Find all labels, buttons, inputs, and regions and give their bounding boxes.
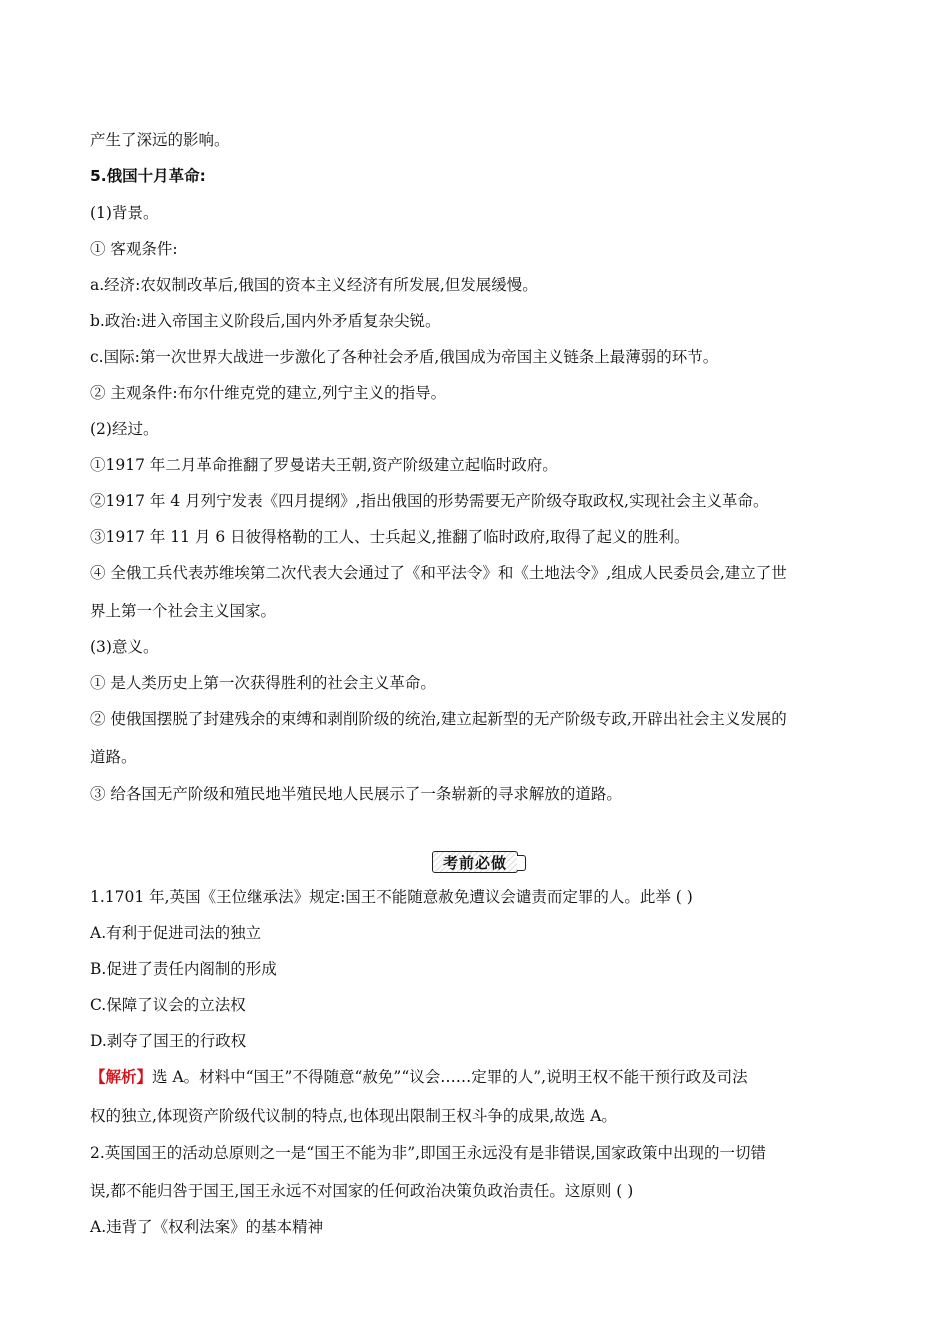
analysis-tag: 【解析】 — [90, 1067, 153, 1086]
text-line: 道路。 — [90, 748, 137, 766]
text-line: (2)经过。 — [90, 420, 159, 438]
text-line: ② 主观条件:布尔什维克党的建立,列宁主义的指导。 — [90, 384, 447, 402]
text-line: ① 客观条件: — [90, 240, 178, 258]
section-banner — [432, 851, 518, 873]
text-line: ③1917 年 11 月 6 日彼得格勒的工人、士兵起义,推翻了临时政府,取得了起义的胜利。 — [90, 528, 690, 546]
text-line: ② 使俄国摆脱了封建残余的束缚和剥削阶级的统治,建立起新型的无产阶级专政,开辟出社会主义发展的 — [90, 710, 787, 728]
analysis-text: 权的独立,体现资产阶级代议制的特点,也体现出限制王权斗争的成果,故选 A。 — [90, 1107, 617, 1125]
analysis-paragraph — [90, 1066, 860, 1088]
text-line: ①1917 年二月革命推翻了罗曼诺夫王朝,资产阶级建立起临时政府。 — [90, 456, 558, 474]
analysis-text: 选 A。材料中“国王”不得随意“赦免”“议会……定罪的人”,说明王权不能干预行政及司法 — [152, 1068, 748, 1086]
answer-option: C.保障了议会的立法权 — [90, 996, 246, 1014]
question-stem: 1.1701 年,英国《王位继承法》规定:国王不能随意赦免遭议会谴责而定罪的人。此举 ( ) — [90, 888, 693, 906]
text-line: b.政治:进入帝国主义阶段后,国内外矛盾复杂尖锐。 — [90, 312, 441, 330]
text-line: 产生了深远的影响。 — [90, 131, 230, 149]
question-stem: 误,都不能归咎于国王,国王永远不对国家的任何政治决策负政治责任。这原则 ( ) — [90, 1182, 634, 1200]
question-stem: 2.英国国王的活动总原则之一是“国王不能为非”,即国王永远没有是非错误,国家政策中出现的一切错 — [90, 1144, 766, 1162]
answer-option: A.违背了《权利法案》的基本精神 — [90, 1218, 324, 1236]
text-line: ③ 给各国无产阶级和殖民地半殖民地人民展示了一条崭新的寻求解放的道路。 — [90, 785, 622, 803]
answer-option: A.有利于促进司法的独立 — [90, 924, 262, 942]
text-line: c.国际:第一次世界大战进一步激化了各种社会矛盾,俄国成为帝国主义链条上最薄弱的环节。 — [90, 348, 719, 366]
text-line: ① 是人类历史上第一次获得胜利的社会主义革命。 — [90, 674, 436, 692]
text-line: ④ 全俄工兵代表苏维埃第二次代表大会通过了《和平法令》和《土地法令》,组成人民委员会,建立了世 — [90, 564, 787, 582]
answer-option: B.促进了责任内阁制的形成 — [90, 960, 277, 978]
section-heading: 5.俄国十月革命: — [90, 167, 206, 185]
banner-title: 考前必做 — [442, 854, 507, 872]
text-line: a.经济:农奴制改革后,俄国的资本主义经济有所发展,但发展缓慢。 — [90, 276, 538, 294]
text-line: (1)背景。 — [90, 204, 159, 222]
banner-decoration — [517, 855, 526, 871]
answer-option: D.剥夺了国王的行政权 — [90, 1032, 247, 1050]
text-line: 界上第一个社会主义国家。 — [90, 602, 277, 620]
text-line: ②1917 年 4 月列宁发表《四月提纲》,指出俄国的形势需要无产阶级夺取政权,实现社会主义革命。 — [90, 492, 769, 510]
text-line: (3)意义。 — [90, 638, 159, 656]
